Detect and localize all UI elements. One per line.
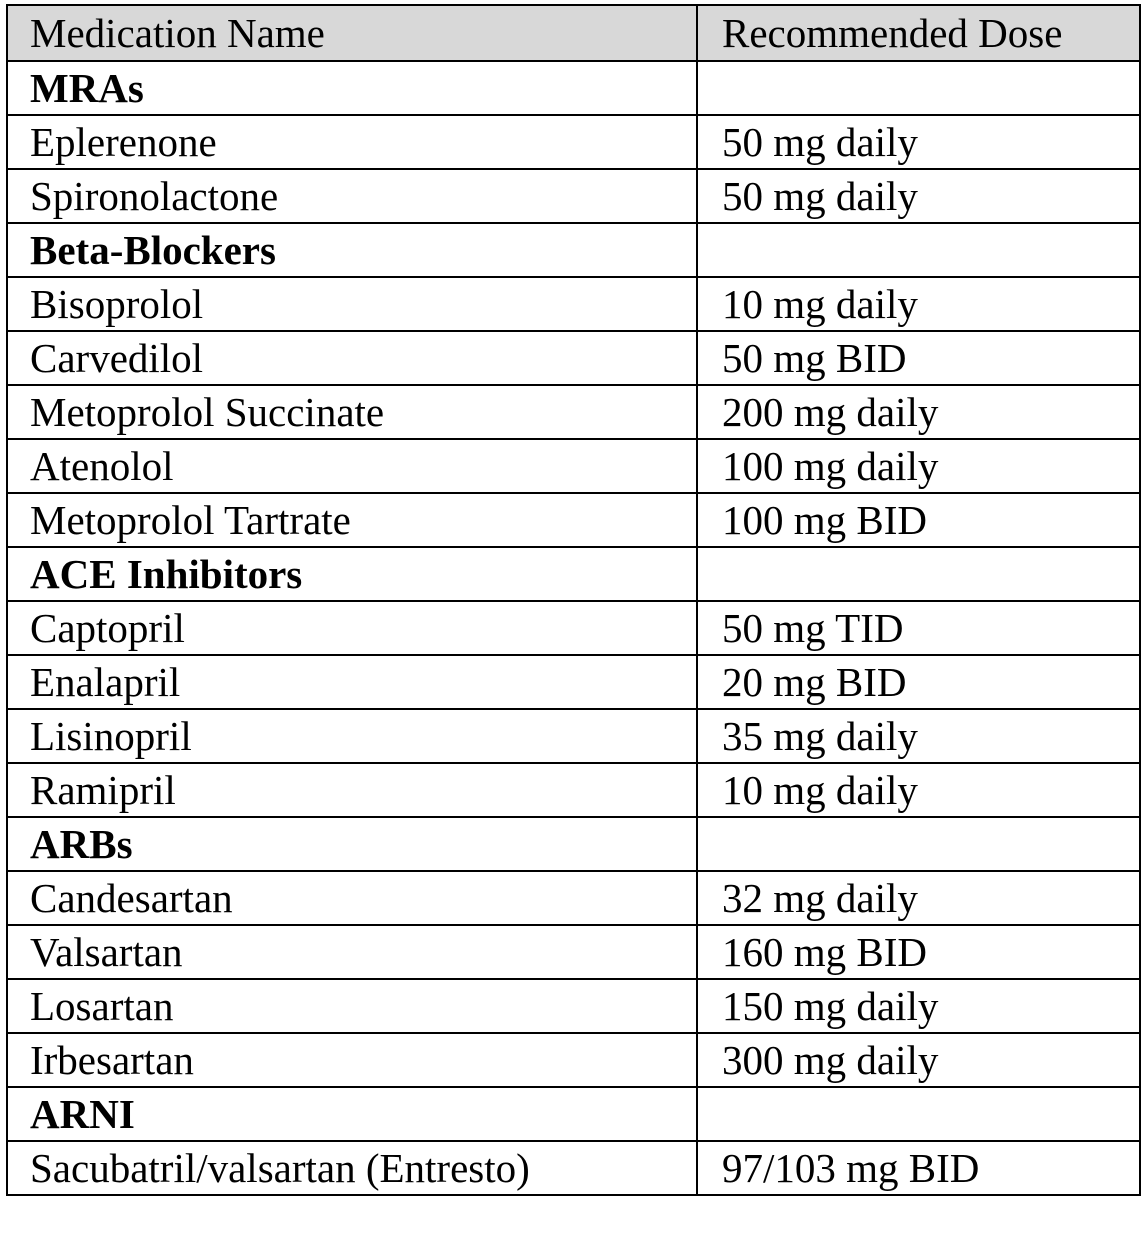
category-name-cell: ARBs — [7, 817, 697, 871]
category-row — [7, 1087, 1140, 1141]
table-row — [7, 925, 1140, 979]
dose-cell — [697, 817, 1140, 871]
medication-name-cell: Lisinopril — [7, 709, 697, 763]
table-row — [7, 385, 1140, 439]
column-header-recommended-dose: Recommended Dose — [697, 5, 1140, 61]
table-row — [7, 979, 1140, 1033]
medication-name-cell: Eplerenone — [7, 115, 697, 169]
medication-name-cell: Ramipril — [7, 763, 697, 817]
table-row — [7, 709, 1140, 763]
medication-name-cell: Metoprolol Succinate — [7, 385, 697, 439]
table-row — [7, 871, 1140, 925]
dose-cell: 50 mg daily — [697, 115, 1140, 169]
table-row — [7, 493, 1140, 547]
medication-name-cell: Sacubatril/valsartan (Entresto) — [7, 1141, 697, 1195]
medication-name-cell: Spironolactone — [7, 169, 697, 223]
dose-cell: 10 mg daily — [697, 763, 1140, 817]
dose-cell: 300 mg daily — [697, 1033, 1140, 1087]
table-row — [7, 169, 1140, 223]
table-row — [7, 601, 1140, 655]
dose-cell: 50 mg TID — [697, 601, 1140, 655]
dose-cell: 35 mg daily — [697, 709, 1140, 763]
dose-cell: 50 mg daily — [697, 169, 1140, 223]
medication-name-cell: Candesartan — [7, 871, 697, 925]
dose-cell: 150 mg daily — [697, 979, 1140, 1033]
table-row — [7, 655, 1140, 709]
category-row — [7, 61, 1140, 115]
table-header-row — [7, 5, 1140, 61]
table-row — [7, 1141, 1140, 1195]
table-row — [7, 331, 1140, 385]
table-row — [7, 763, 1140, 817]
medication-name-cell: Valsartan — [7, 925, 697, 979]
column-header-medication-name: Medication Name — [7, 5, 697, 61]
dose-cell: 20 mg BID — [697, 655, 1140, 709]
dose-cell — [697, 61, 1140, 115]
medication-name-cell: Bisoprolol — [7, 277, 697, 331]
medication-dose-table — [6, 4, 1141, 1196]
medication-name-cell: Metoprolol Tartrate — [7, 493, 697, 547]
dose-cell: 32 mg daily — [697, 871, 1140, 925]
category-name-cell: ACE Inhibitors — [7, 547, 697, 601]
category-row — [7, 223, 1140, 277]
dose-cell: 200 mg daily — [697, 385, 1140, 439]
dose-cell: 100 mg daily — [697, 439, 1140, 493]
dose-cell: 97/103 mg BID — [697, 1141, 1140, 1195]
category-name-cell: ARNI — [7, 1087, 697, 1141]
medication-name-cell: Losartan — [7, 979, 697, 1033]
medication-name-cell: Atenolol — [7, 439, 697, 493]
category-name-cell: Beta-Blockers — [7, 223, 697, 277]
dose-cell — [697, 1087, 1140, 1141]
category-row — [7, 817, 1140, 871]
table-body — [7, 61, 1140, 1195]
dose-cell: 50 mg BID — [697, 331, 1140, 385]
dose-cell — [697, 547, 1140, 601]
dose-cell — [697, 223, 1140, 277]
medication-name-cell: Captopril — [7, 601, 697, 655]
medication-name-cell: Irbesartan — [7, 1033, 697, 1087]
category-row — [7, 547, 1140, 601]
dose-cell: 10 mg daily — [697, 277, 1140, 331]
dose-cell: 160 mg BID — [697, 925, 1140, 979]
table-row — [7, 1033, 1140, 1087]
medication-name-cell: Carvedilol — [7, 331, 697, 385]
category-name-cell: MRAs — [7, 61, 697, 115]
dose-cell: 100 mg BID — [697, 493, 1140, 547]
table-row — [7, 277, 1140, 331]
table-row — [7, 439, 1140, 493]
medication-name-cell: Enalapril — [7, 655, 697, 709]
table-row — [7, 115, 1140, 169]
